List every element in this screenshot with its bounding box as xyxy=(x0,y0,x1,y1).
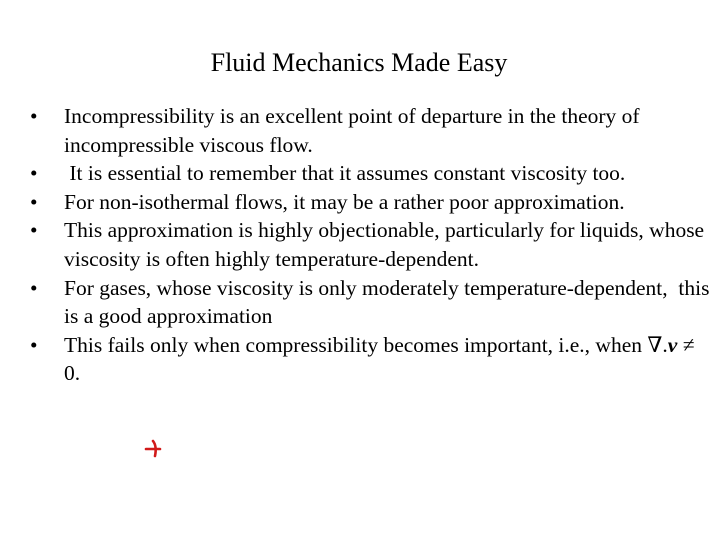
bullet-item-compressibility xyxy=(30,331,710,388)
bullet-item-liquids xyxy=(30,216,710,273)
slide-title: Fluid Mechanics Made Easy xyxy=(210,48,508,77)
bullet-icon: • xyxy=(30,332,38,357)
bullet-item-non-isothermal xyxy=(30,188,710,217)
bullet-icon: • xyxy=(30,218,38,243)
math-velocity: v xyxy=(667,332,678,357)
bullet-text: Incompressibility is an excellent point of departure in the theory of incompressible viscous flow. xyxy=(64,104,640,157)
bullet-item-incompressibility xyxy=(30,102,710,159)
bullet-text: For gases, whose viscosity is only moderately temperature-dependent, this is a good approximation xyxy=(64,275,715,329)
bullet-item-gases xyxy=(30,274,715,331)
bullet-item-constant-viscosity xyxy=(30,159,710,188)
bullet-icon: • xyxy=(30,275,38,300)
bullet-icon: • xyxy=(30,104,38,128)
bullet-text: It is essential to remember that it assumes constant viscosity too. xyxy=(64,161,626,186)
red-annotation-icon xyxy=(143,438,167,460)
bullet-icon: • xyxy=(30,161,38,186)
math-nabla: ∇. xyxy=(647,332,668,357)
bullet-text: This fails only when compressibility becomes important, i.e., when xyxy=(64,332,648,357)
bullet-icon: • xyxy=(30,189,38,214)
bullet-list xyxy=(30,102,715,388)
bullet-text: For non-isothermal flows, it may be a rather poor approximation. xyxy=(64,189,625,214)
math-not-equal-zero: ≠ 0. xyxy=(64,332,700,386)
bullet-text: This approximation is highly objectionable, particularly for liquids, whose viscosity is often highly temperature-dependent. xyxy=(64,218,705,271)
